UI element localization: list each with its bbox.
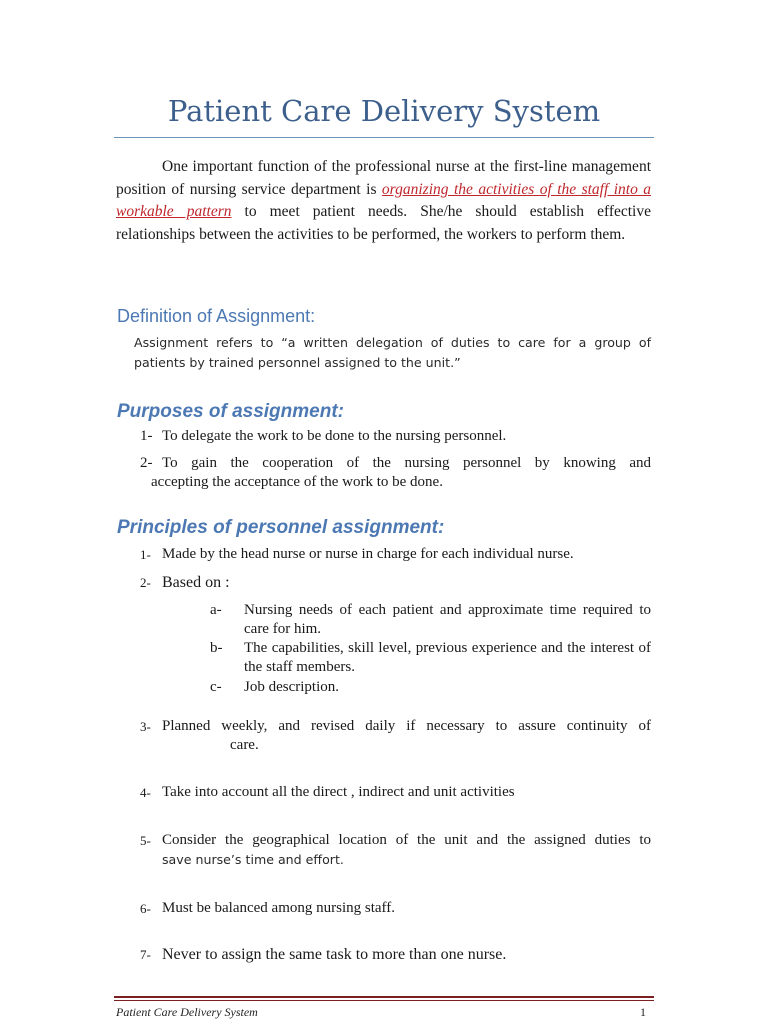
item-number: 2-	[140, 455, 153, 471]
item-number: 5-	[140, 833, 151, 848]
intro-paragraph	[116, 156, 651, 246]
footer-title: Patient Care Delivery System	[116, 1005, 258, 1019]
item-number: 1-	[140, 547, 151, 562]
list-item	[140, 545, 651, 565]
item-number: 3-	[140, 719, 151, 734]
item-continuation: care.	[230, 737, 259, 753]
sub-item-text: Job description.	[244, 679, 339, 695]
list-item	[140, 945, 651, 965]
page-title: Patient Care Delivery System	[167, 94, 601, 128]
item-text: To delegate the work to be done to the nursing personnel.	[162, 428, 507, 444]
item-text: Based on :	[162, 574, 230, 591]
sub-list-item	[210, 601, 651, 641]
intro-text-after: to meet patient needs. She/he should establish effective relationships between the activities to be performed, the workers to perform them.	[116, 203, 651, 243]
list-item	[140, 454, 651, 474]
footer-divider	[114, 996, 654, 998]
intro-emphasis: organizing the activities of the staff into a workable pattern	[116, 180, 652, 221]
purposes-heading: Purposes of assignment:	[117, 401, 344, 422]
item-continuation: save nurse’s time and effort.	[162, 852, 344, 867]
item-number: 6-	[140, 901, 151, 916]
list-item	[140, 717, 651, 737]
item-number: 7-	[140, 947, 151, 962]
list-item	[140, 427, 651, 447]
item-text: Consider the geographical location of the unit and the assigned duties to	[162, 832, 651, 848]
item-text: Take into account all the direct , indirect and unit activities	[162, 784, 515, 800]
list-item	[140, 783, 651, 803]
item-text: To gain the cooperation of the nursing personnel by knowing and	[162, 455, 651, 471]
sub-item-label: a-	[210, 602, 222, 618]
item-number: 4-	[140, 785, 151, 800]
sub-item-text: Nursing needs of each patient and approximate time required to care for him.	[244, 602, 651, 637]
item-number: 1-	[140, 428, 153, 444]
item-text: Never to assign the same task to more than one nurse.	[162, 946, 507, 963]
list-item	[140, 573, 651, 593]
title-divider	[114, 137, 654, 138]
item-continuation: accepting the acceptance of the work to be done.	[151, 474, 443, 490]
footer-divider-thin	[114, 1000, 654, 1001]
sub-item-label: b-	[210, 640, 223, 656]
list-item	[140, 831, 651, 851]
intro-text-before: One important function of the professional nurse at the first-line management position of nursing service department is	[116, 158, 651, 198]
principles-heading: Principles of personnel assignment:	[117, 517, 445, 538]
definition-text: Assignment refers to “a written delegation of duties to care for a group of patients by trained personnel assigned to the unit.”	[134, 335, 651, 370]
item-text: Planned weekly, and revised daily if necessary to assure continuity of	[162, 718, 651, 734]
sub-item-label: c-	[210, 679, 222, 695]
item-number: 2-	[140, 575, 151, 590]
definition-heading: Definition of Assignment:	[117, 306, 316, 326]
sub-list-item	[210, 678, 651, 698]
sub-list-item	[210, 639, 651, 679]
item-text: Must be balanced among nursing staff.	[162, 900, 396, 916]
list-item	[140, 899, 651, 919]
sub-item-text: The capabilities, skill level, previous experience and the interest of the staff members.	[244, 640, 651, 675]
item-text: Made by the head nurse or nurse in charge for each individual nurse.	[162, 546, 574, 562]
page-number: 1	[640, 1005, 646, 1019]
